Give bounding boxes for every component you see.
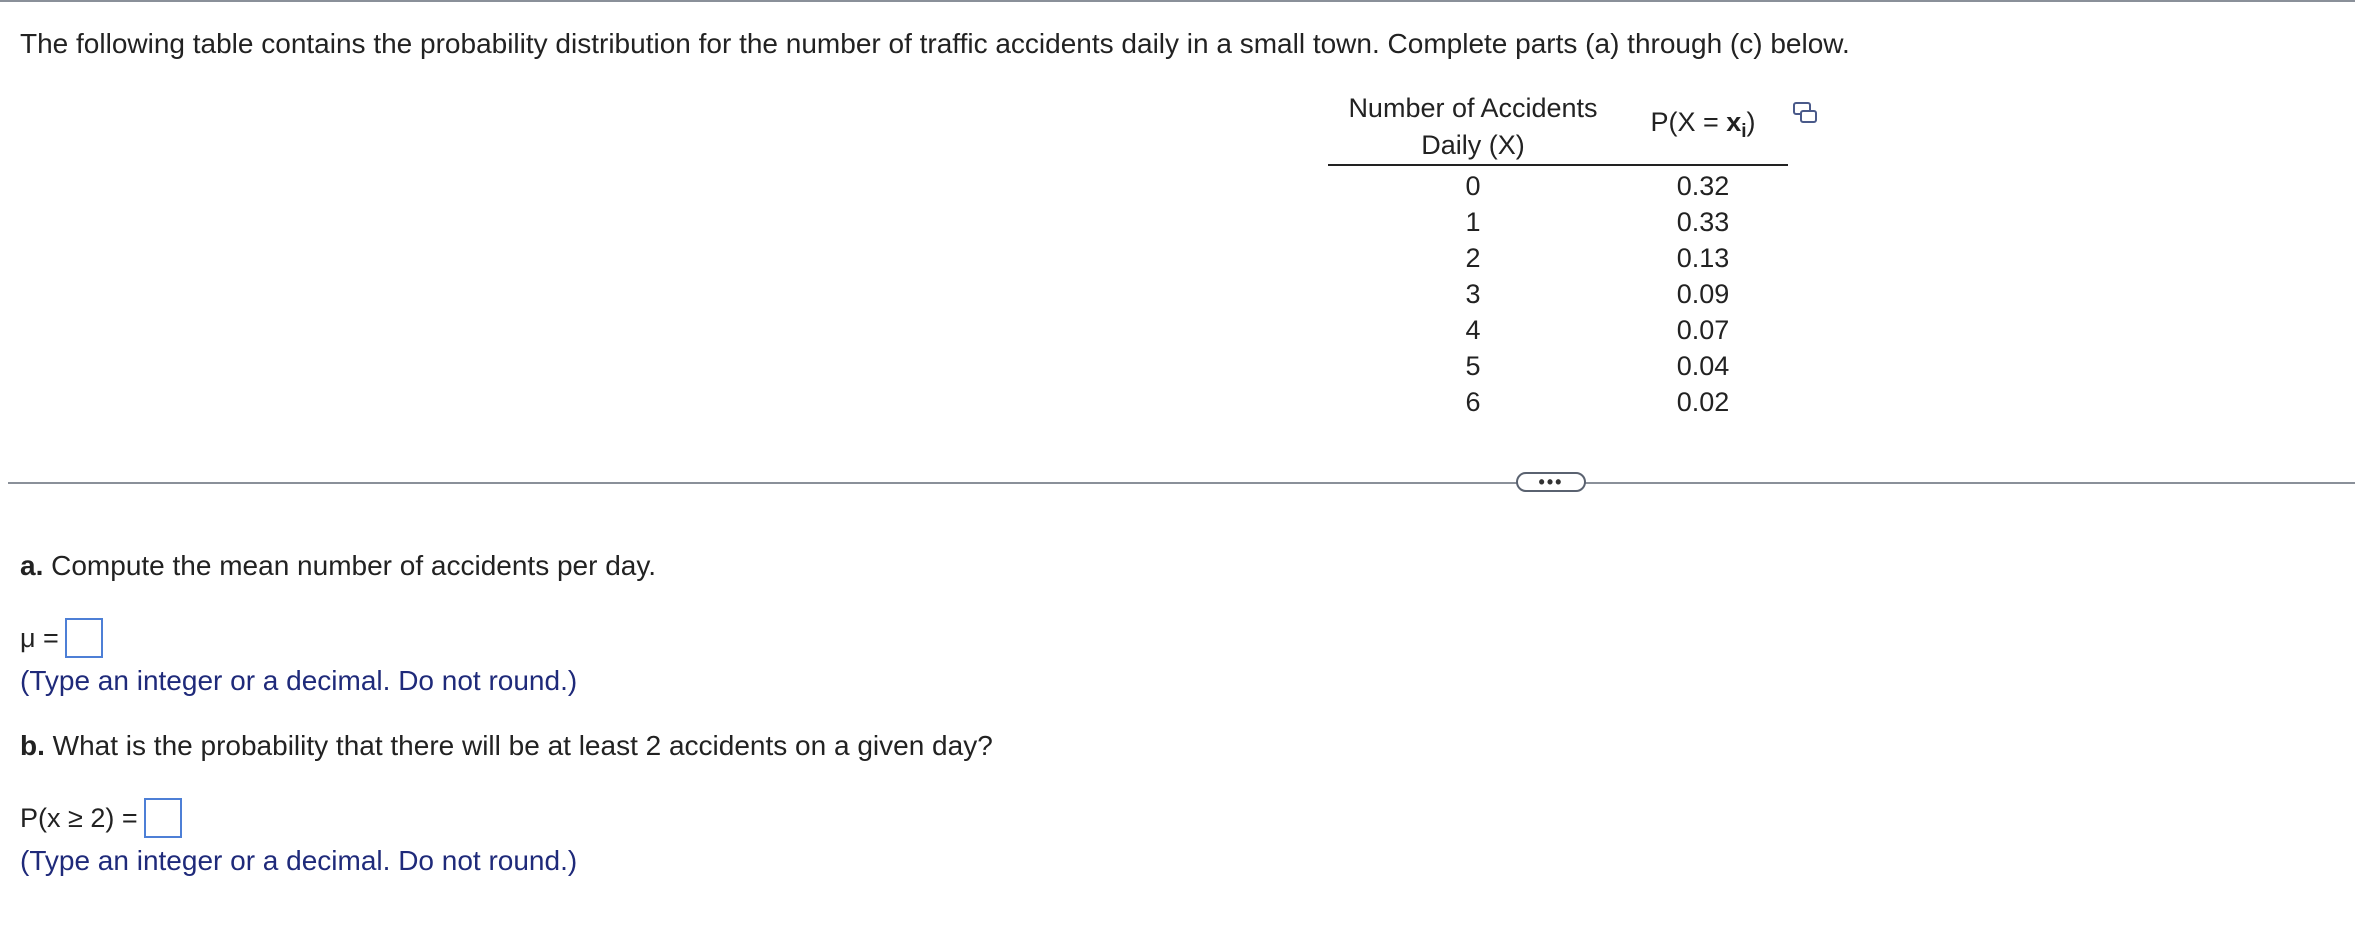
table-row	[1328, 276, 1788, 312]
copy-to-clipboard-icon[interactable]	[1792, 100, 1818, 126]
part-b-letter: b.	[20, 730, 45, 761]
part-a-letter: a.	[20, 550, 44, 581]
probability-answer-input[interactable]	[144, 798, 182, 838]
cell-accidents: 3	[1465, 279, 1481, 309]
header-accidents-line1: Number of Accidents	[1348, 93, 1598, 123]
problem-intro: The following table contains the probability distribution for the number of traffic accidents daily in a small town. Complete parts (a) through (c) below.	[20, 28, 1850, 59]
cell-accidents: 2	[1465, 243, 1481, 273]
table-row	[1328, 348, 1788, 384]
cell-accidents: 5	[1465, 351, 1481, 381]
mean-label: μ =	[20, 623, 59, 653]
expand-more-button[interactable]: •••	[1516, 472, 1586, 492]
header-probability-var: x	[1726, 107, 1742, 137]
mean-answer-input[interactable]	[65, 618, 103, 658]
part-a-text: Compute the mean number of accidents per day.	[43, 550, 657, 581]
cell-probability: 0.13	[1676, 243, 1730, 273]
top-border	[0, 0, 2355, 2]
cell-accidents: 4	[1465, 315, 1481, 345]
header-probability-sub: i	[1741, 121, 1747, 142]
table-row	[1328, 240, 1788, 276]
table-row	[1328, 384, 1788, 420]
probability-distribution-table	[1328, 88, 1788, 420]
header-accidents-line2: Daily (X)	[1421, 130, 1525, 160]
cell-probability: 0.02	[1676, 387, 1730, 417]
probability-label: P(x ≥ 2) =	[20, 803, 138, 833]
part-a-answer-row	[20, 618, 103, 658]
header-probability-suffix: )	[1746, 107, 1756, 137]
cell-probability: 0.07	[1676, 315, 1730, 345]
part-a-hint: (Type an integer or a decimal. Do not round.)	[20, 665, 578, 696]
part-a-question	[20, 546, 656, 586]
table-header	[1328, 88, 1788, 166]
header-probability-prefix: P(X =	[1650, 107, 1727, 137]
cell-accidents: 6	[1465, 387, 1481, 417]
part-b-hint: (Type an integer or a decimal. Do not round.)	[20, 845, 578, 876]
header-accidents	[1328, 90, 1618, 164]
part-b-answer-row	[20, 798, 182, 838]
cell-probability: 0.04	[1676, 351, 1730, 381]
cell-probability: 0.32	[1676, 171, 1730, 201]
section-divider	[8, 482, 2355, 484]
part-b-question	[20, 726, 993, 766]
part-b-text: What is the probability that there will be at least 2 accidents on a given day?	[44, 730, 993, 761]
table-row	[1328, 168, 1788, 204]
table-row	[1328, 204, 1788, 240]
cell-accidents: 0	[1465, 171, 1481, 201]
cell-probability: 0.09	[1676, 279, 1730, 309]
table-row	[1328, 312, 1788, 348]
cell-probability: 0.33	[1676, 207, 1730, 237]
cell-accidents: 1	[1465, 207, 1481, 237]
header-probability	[1618, 104, 1788, 150]
table-body	[1328, 166, 1788, 420]
